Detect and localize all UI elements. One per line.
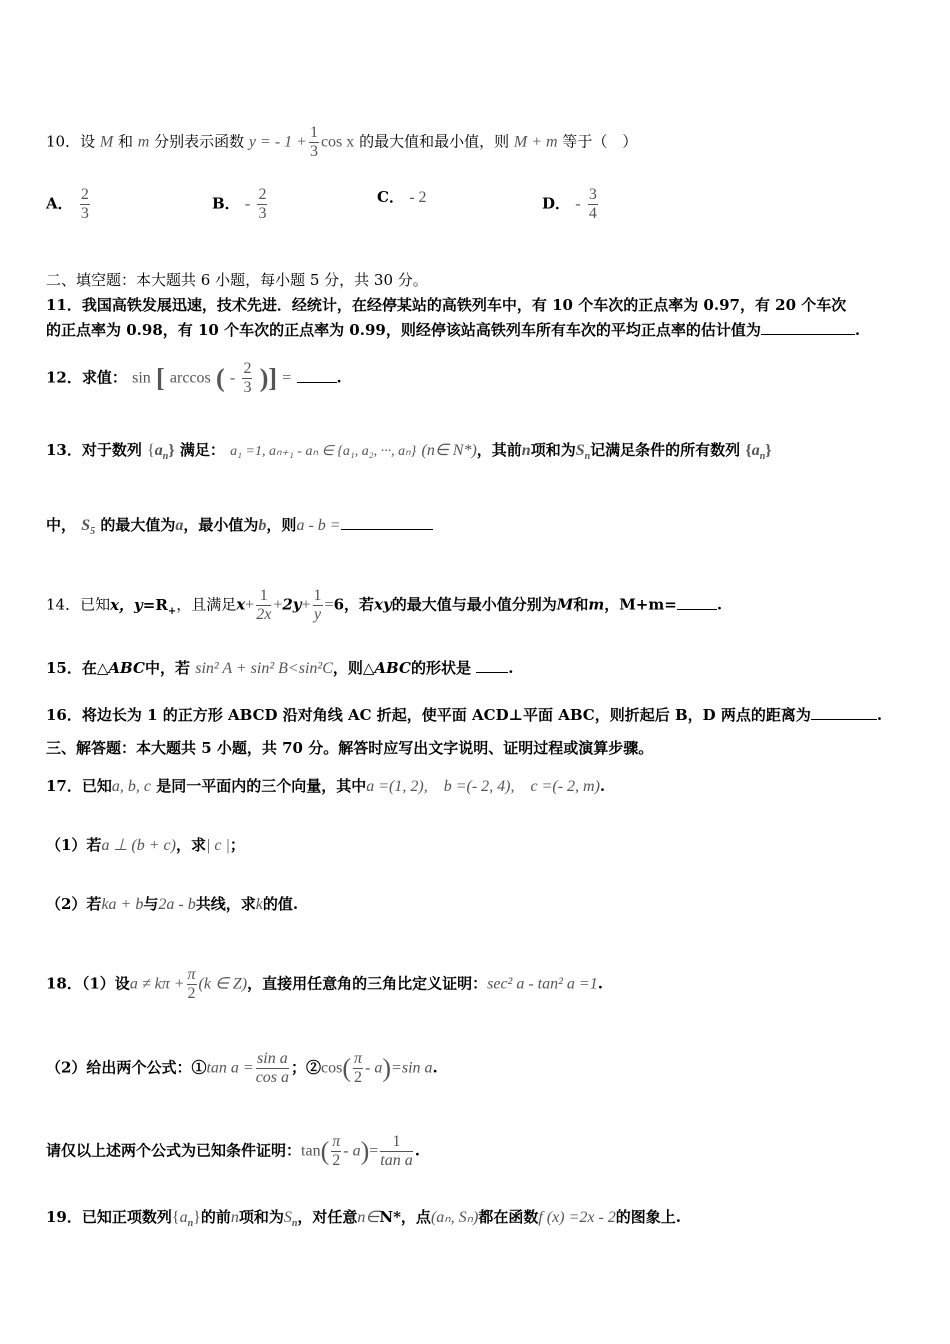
q10-expr: M + m (513, 133, 558, 151)
q10-func: y = - 1 + (248, 133, 307, 151)
answer-blank-15[interactable] (476, 658, 508, 673)
answer-blank-13[interactable] (341, 515, 433, 530)
question-13-line2: 中， $S_5$ 的最大值为a，最小值为b，则a - b = (46, 515, 433, 542)
question-18-part2: （2）给出两个公式：①tan a = $\frac{\text{sin a}}{\text{cos a}}$ ；②cos( $\frac{\pi}{2}$ - a)=sin a. (46, 1050, 438, 1086)
question-12: 12．求值： sin [ arccos ( - $\frac{2}{3}$ )] = . (46, 360, 342, 396)
option-d[interactable]: D． - $\frac{3}{4}$ (542, 186, 597, 222)
question-18: 18．（1）设a ≠ kπ + $\frac{\pi}{2}$ (k ∈ Z)，直接用任意角的三角比定义证明：sec² a - tan² a =1. (46, 966, 603, 1002)
answer-blank-14[interactable] (677, 595, 717, 610)
var-M: M (99, 133, 114, 151)
q10-text-and: 和 (117, 132, 133, 151)
option-a[interactable]: A． $\frac{2}{3}$ (46, 186, 89, 222)
answer-blank-12[interactable] (297, 368, 337, 383)
var-m: m (137, 133, 150, 151)
question-17-part2: （2）若ka + b与2a - b共线，求k的值. (46, 895, 299, 913)
q10-text-max: 的最大值和最小值，则 (359, 132, 510, 151)
section-3-heading: 三、解答题：本大题共 5 小题，共 70 分。解答时应写出文字说明、证明过程或演算步骤。 (46, 739, 654, 757)
answer-blank-16[interactable] (811, 705, 877, 720)
question-17-part1: （1）若a ⊥ (b + c)，求| c |； (46, 836, 245, 854)
option-b[interactable]: B． - $\frac{2}{3}$ (212, 186, 267, 222)
q10-cos: cos x (320, 133, 355, 151)
question-11-line1: 11．我国高铁发展迅速，技术先进．经统计，在经停某站的高铁列车中，有 10 个车次的正点率为 0.97，有 20 个车次 (46, 296, 847, 314)
option-c[interactable]: C． - 2 (377, 188, 427, 206)
q10-text-func: 分别表示函数 (154, 132, 245, 151)
question-11-line2: 的正点率为 0.98，有 10 个车次的正点率为 0.99，则经停该站高铁列车所有车次的平均正点率的估计值为 . (46, 321, 861, 339)
q10-text-end: 等于（ ） (562, 132, 638, 151)
question-19: 19．已知正项数列$\{a_n\}$的前n项和为$S_n$，对任意n∈N*，点(aₙ, Sₙ)都在函数f (x) =2x - 2的图象上. (46, 1208, 682, 1229)
section-2-heading: 二、填空题：本大题共 6 小题，每小题 5 分，共 30 分。 (46, 271, 428, 289)
question-14: 14．已知x，$y=R_+$，且满足x+ $\frac{1}{2x}$ +2y+ $\frac{1}{y}$ =6，若xy的最大值与最小值分别为M和m，M+m= . (46, 587, 723, 623)
question-13-line1: 13．对于数列 $\{a_n\}$ 满足： a₁ =1, aₙ₊₁ - aₙ ∈ {a₁, a₂, ···, aₙ} (n∈ N*)，其前n项和为$S_n$记满足条件的所有数列 $\{a_n\}$ (46, 441, 772, 462)
question-16: 16．将边长为 1 的正方形 ABCD 沿对角线 AC 折起，使平面 ACD⊥平面 ABC，则折起后 B，D 两点的距离为 . (46, 706, 883, 724)
answer-blank-11[interactable] (761, 320, 855, 335)
question-18-part3: 请仅以上述两个公式为已知条件证明：tan( $\frac{\pi}{2}$ - a)= $\frac{1}{\text{tan a}}$ . (46, 1133, 420, 1169)
question-10 (46, 124, 637, 161)
question-15: 15．在△ABC中，若 sin² A + sin² B<sin²C，则△ABC的形状是 . (46, 659, 514, 677)
question-17: 17．已知a, b, c 是同一平面内的三个向量，其中a =(1, 2), b =(- 2, 4), c =(- 2, m). (46, 777, 606, 795)
q10-fraction: $\frac{1}{3}$ (309, 124, 318, 160)
q10-number: 10．设 (46, 132, 96, 151)
